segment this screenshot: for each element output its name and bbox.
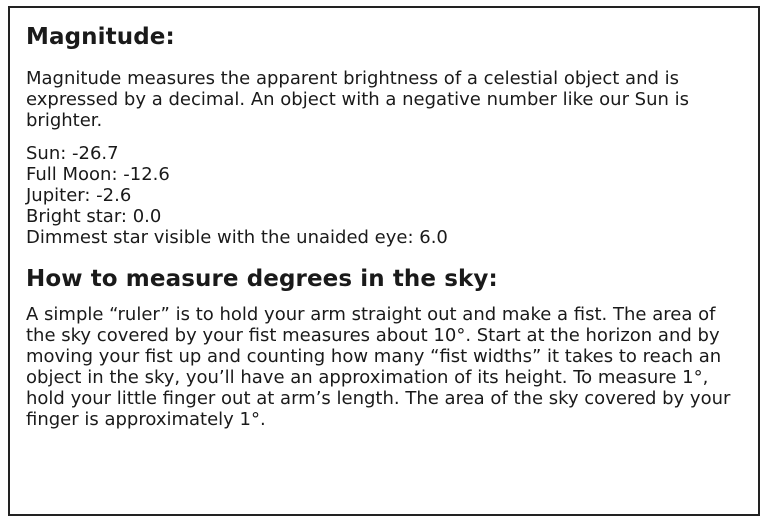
info-box: [8, 6, 760, 516]
magnitude-example-bright-star: Bright star: 0.0: [26, 206, 162, 227]
magnitude-example-dimmest-star: Dimmest star visible with the unaided eye: 6.0: [26, 227, 448, 248]
magnitude-heading: Magnitude:: [26, 24, 175, 50]
magnitude-example-full-moon: Full Moon: -12.6: [26, 164, 170, 185]
degrees-heading: How to measure degrees in the sky:: [26, 266, 498, 292]
degrees-description: A simple “ruler” is to hold your arm straight out and make a fist. The area of the sky covered by your fist measures about 10°. Start at the horizon and by moving your fist up and counting how many “fist widths” it takes to reach an object in the sky, you’ll have an approximation of its height. To measure 1°, hold your little finger out at arm’s length. The area of the sky covered by your finger is approximately 1°.: [26, 304, 731, 430]
magnitude-description: Magnitude measures the apparent brightness of a celestial object and is expressed by a decimal. An object with a negative number like our Sun is brighter.: [26, 68, 690, 131]
magnitude-example-jupiter: Jupiter: -2.6: [26, 185, 132, 206]
magnitude-example-sun: Sun: -26.7: [26, 143, 119, 164]
magnitude-examples-list: [26, 143, 742, 248]
